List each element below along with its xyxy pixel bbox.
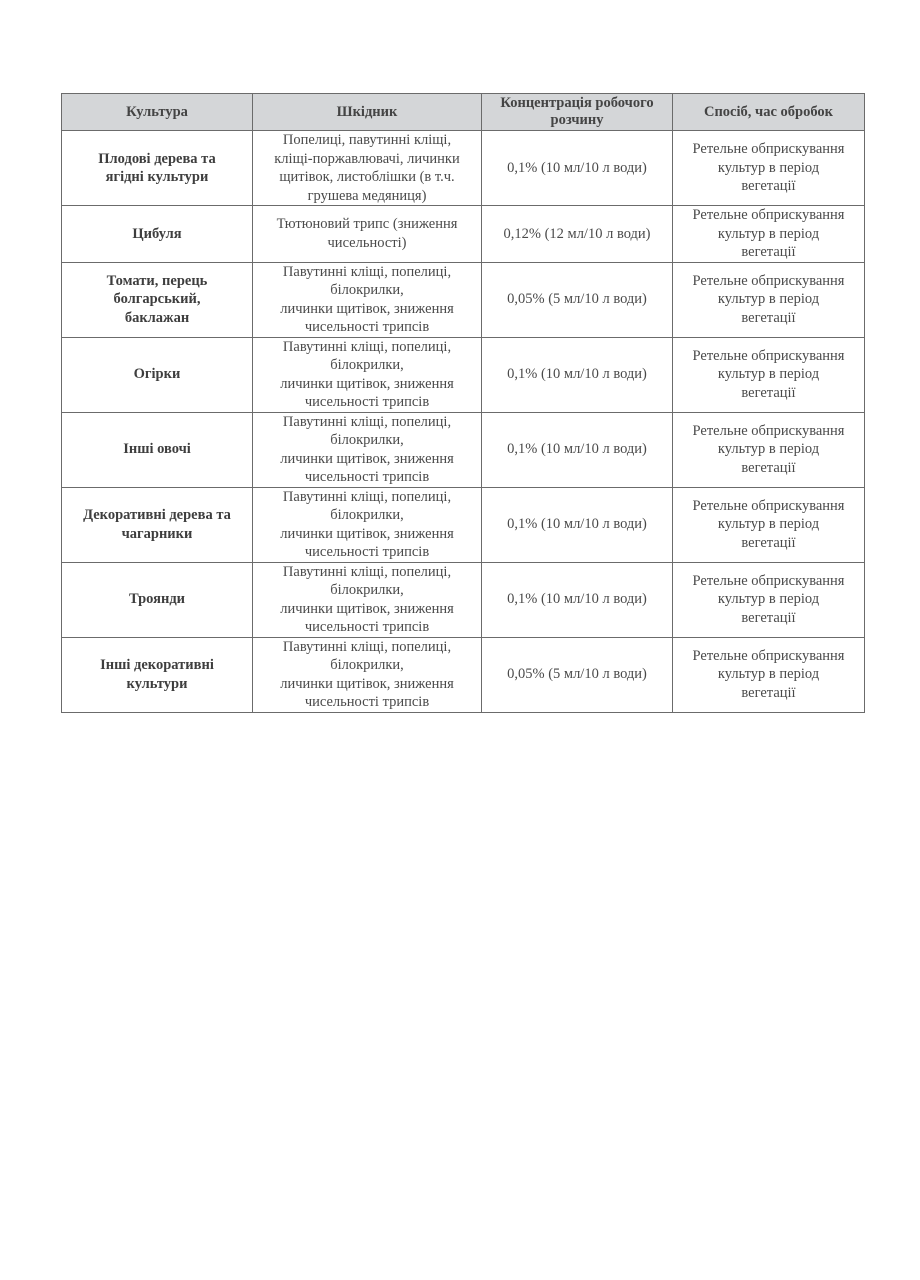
- concentration-cell: 0,12% (12 мл/10 л води): [482, 206, 673, 263]
- pest-cell: Павутинні кліщі, попелиці, білокрилки, личинки щитівок, зниження чисельності трипсів: [253, 487, 482, 562]
- pest-cell: Павутинні кліщі, попелиці, білокрилки, личинки щитівок, зниження чисельності трипсів: [253, 562, 482, 637]
- table-row: [62, 562, 865, 637]
- method-cell: Ретельне обприскування культур в період вегетації: [673, 412, 865, 487]
- header-crop: Культура: [62, 94, 253, 131]
- table-row: [62, 262, 865, 337]
- method-cell: Ретельне обприскування культур в період вегетації: [673, 131, 865, 206]
- crop-cell: Плодові дерева та ягідні культури: [62, 131, 253, 206]
- pest-cell: Павутинні кліщі, попелиці, білокрилки, личинки щитівок, зниження чисельності трипсів: [253, 412, 482, 487]
- pest-cell: Попелиці, павутинні кліщі, кліщі-поржавлювачі, личинки щитівок, листоблішки (в т.ч. грушева медяниця): [253, 131, 482, 206]
- pest-cell: Павутинні кліщі, попелиці, білокрилки, личинки щитівок, зниження чисельності трипсів: [253, 262, 482, 337]
- pest-cell: Тютюновий трипс (зниження чисельності): [253, 206, 482, 263]
- table-row: [62, 337, 865, 412]
- pesticide-application-table: [61, 93, 865, 713]
- method-cell: Ретельне обприскування культур в період вегетації: [673, 487, 865, 562]
- method-cell: Ретельне обприскування культур в період вегетації: [673, 206, 865, 263]
- crop-cell: Декоративні дерева та чагарники: [62, 487, 253, 562]
- table-row: [62, 637, 865, 712]
- header-pest: Шкідник: [253, 94, 482, 131]
- header-method: Спосіб, час обробок: [673, 94, 865, 131]
- table-row: [62, 412, 865, 487]
- table-row: [62, 487, 865, 562]
- concentration-cell: 0,1% (10 мл/10 л води): [482, 487, 673, 562]
- crop-cell: Троянди: [62, 562, 253, 637]
- concentration-cell: 0,1% (10 мл/10 л води): [482, 131, 673, 206]
- header-concentration: Концентрація робочого розчину: [482, 94, 673, 131]
- crop-cell: Інші овочі: [62, 412, 253, 487]
- method-cell: Ретельне обприскування культур в період вегетації: [673, 262, 865, 337]
- table-row: [62, 206, 865, 263]
- concentration-cell: 0,05% (5 мл/10 л води): [482, 262, 673, 337]
- method-cell: Ретельне обприскування культур в період вегетації: [673, 637, 865, 712]
- concentration-cell: 0,1% (10 мл/10 л води): [482, 337, 673, 412]
- concentration-cell: 0,1% (10 мл/10 л води): [482, 412, 673, 487]
- crop-cell: Огірки: [62, 337, 253, 412]
- table-row: [62, 131, 865, 206]
- crop-cell: Інші декоративні культури: [62, 637, 253, 712]
- crop-cell: Томати, перець болгарський, баклажан: [62, 262, 253, 337]
- pest-cell: Павутинні кліщі, попелиці, білокрилки, личинки щитівок, зниження чисельності трипсів: [253, 337, 482, 412]
- method-cell: Ретельне обприскування культур в період вегетації: [673, 562, 865, 637]
- concentration-cell: 0,1% (10 мл/10 л води): [482, 562, 673, 637]
- table-header-row: [62, 94, 865, 131]
- crop-cell: Цибуля: [62, 206, 253, 263]
- method-cell: Ретельне обприскування культур в період вегетації: [673, 337, 865, 412]
- concentration-cell: 0,05% (5 мл/10 л води): [482, 637, 673, 712]
- pest-cell: Павутинні кліщі, попелиці, білокрилки, личинки щитівок, зниження чисельності трипсів: [253, 637, 482, 712]
